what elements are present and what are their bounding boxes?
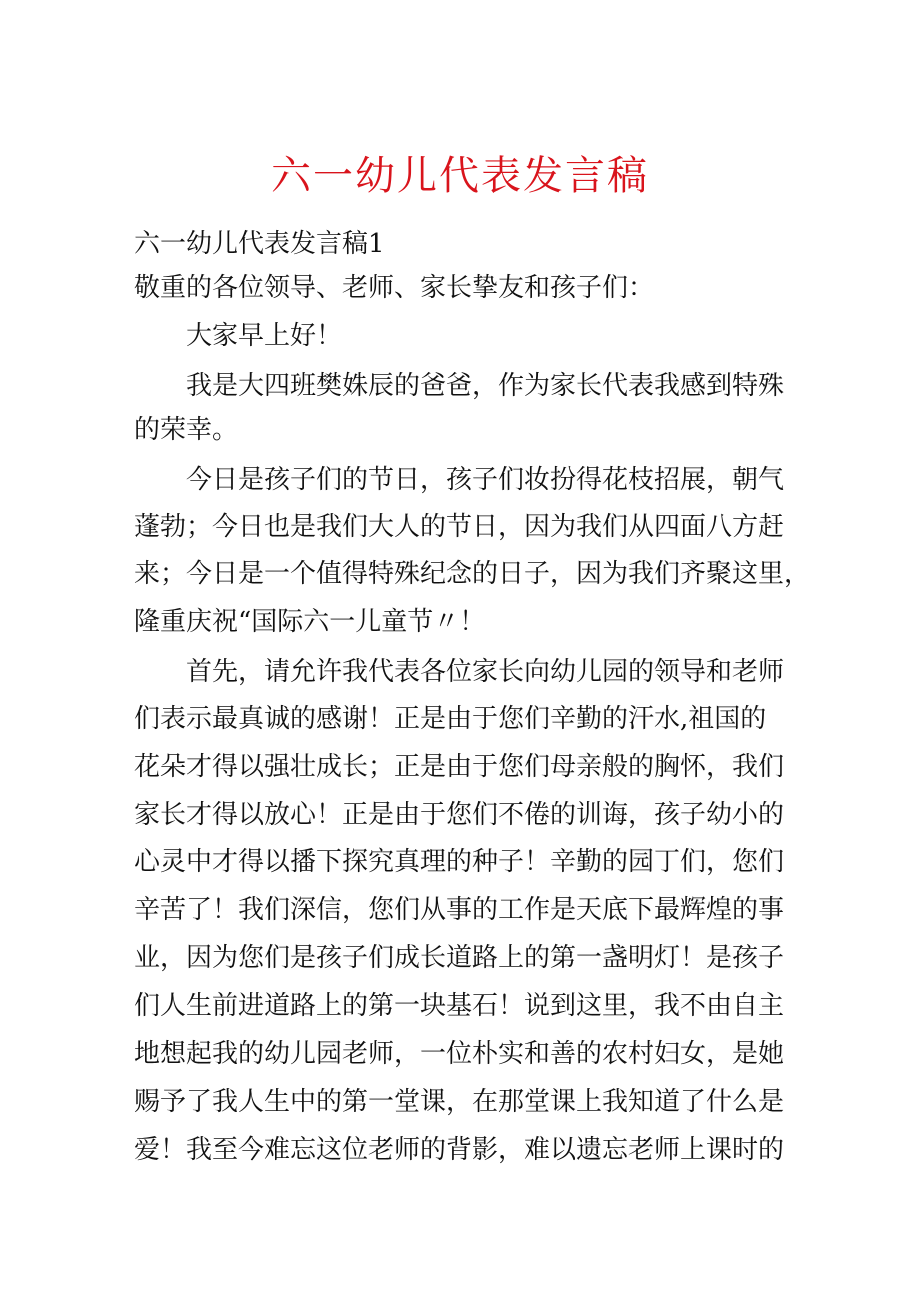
body-text-line: 们表示最真诚的感谢！正是由于您们辛勤的汗水,祖国的 — [134, 704, 767, 734]
body-text-line: 爱！我至今难忘这位老师的背影，难以遗忘老师上课时的 — [134, 1135, 785, 1165]
body-text-line: 隆重庆祝“国际六一儿童节〃！ — [134, 607, 486, 637]
body-text-line: 今日是孩子们的节日，孩子们妆扮得花枝招展，朝气 — [186, 465, 785, 495]
body-text-line: 蓬勃；今日也是我们大人的节日，因为我们从四面八方赶 — [134, 512, 785, 542]
body-text-line: 首先，请允许我代表各位家长向幼儿园的领导和老师 — [186, 657, 785, 687]
body-text-line: 家长才得以放心！正是由于您们不倦的训诲，孩子幼小的 — [134, 800, 785, 830]
document-title: 六一幼儿代表发言稿 — [271, 153, 649, 199]
body-text-line: 们人生前进道路上的第一块基石！说到这里，我不由自主 — [134, 991, 785, 1021]
greeting-line: 大家早上好！ — [186, 321, 343, 351]
body-text-line: 业，因为您们是孩子们成长道路上的第一盏明灯！是孩子 — [134, 943, 785, 973]
body-text-line: 辛苦了！我们深信，您们从事的工作是天底下最辉煌的事 — [134, 895, 785, 925]
body-text-line: 的荣幸。 — [134, 415, 239, 445]
salutation: 敬重的各位领导、老师、家长挚友和孩子们： — [134, 273, 655, 303]
body-text-line: 心灵中才得以播下探究真理的种子！辛勤的园丁们，您们 — [134, 847, 785, 877]
body-text-line: 我是大四班樊姝辰的爸爸，作为家长代表我感到特殊 — [186, 371, 785, 401]
body-text-line: 来；今日是一个值得特殊纪念的日子，因为我们齐聚这里， — [134, 559, 811, 589]
body-text-line: 赐予了我人生中的第一堂课，在那堂课上我知道了什么是 — [134, 1087, 785, 1117]
body-text-line: 花朵才得以强壮成长；正是由于您们母亲般的胸怀，我们 — [134, 752, 785, 782]
body-text-line: 地想起我的幼儿园老师，一位朴实和善的农村妇女，是她 — [134, 1039, 785, 1069]
section-heading: 六一幼儿代表发言稿1 — [134, 229, 385, 259]
